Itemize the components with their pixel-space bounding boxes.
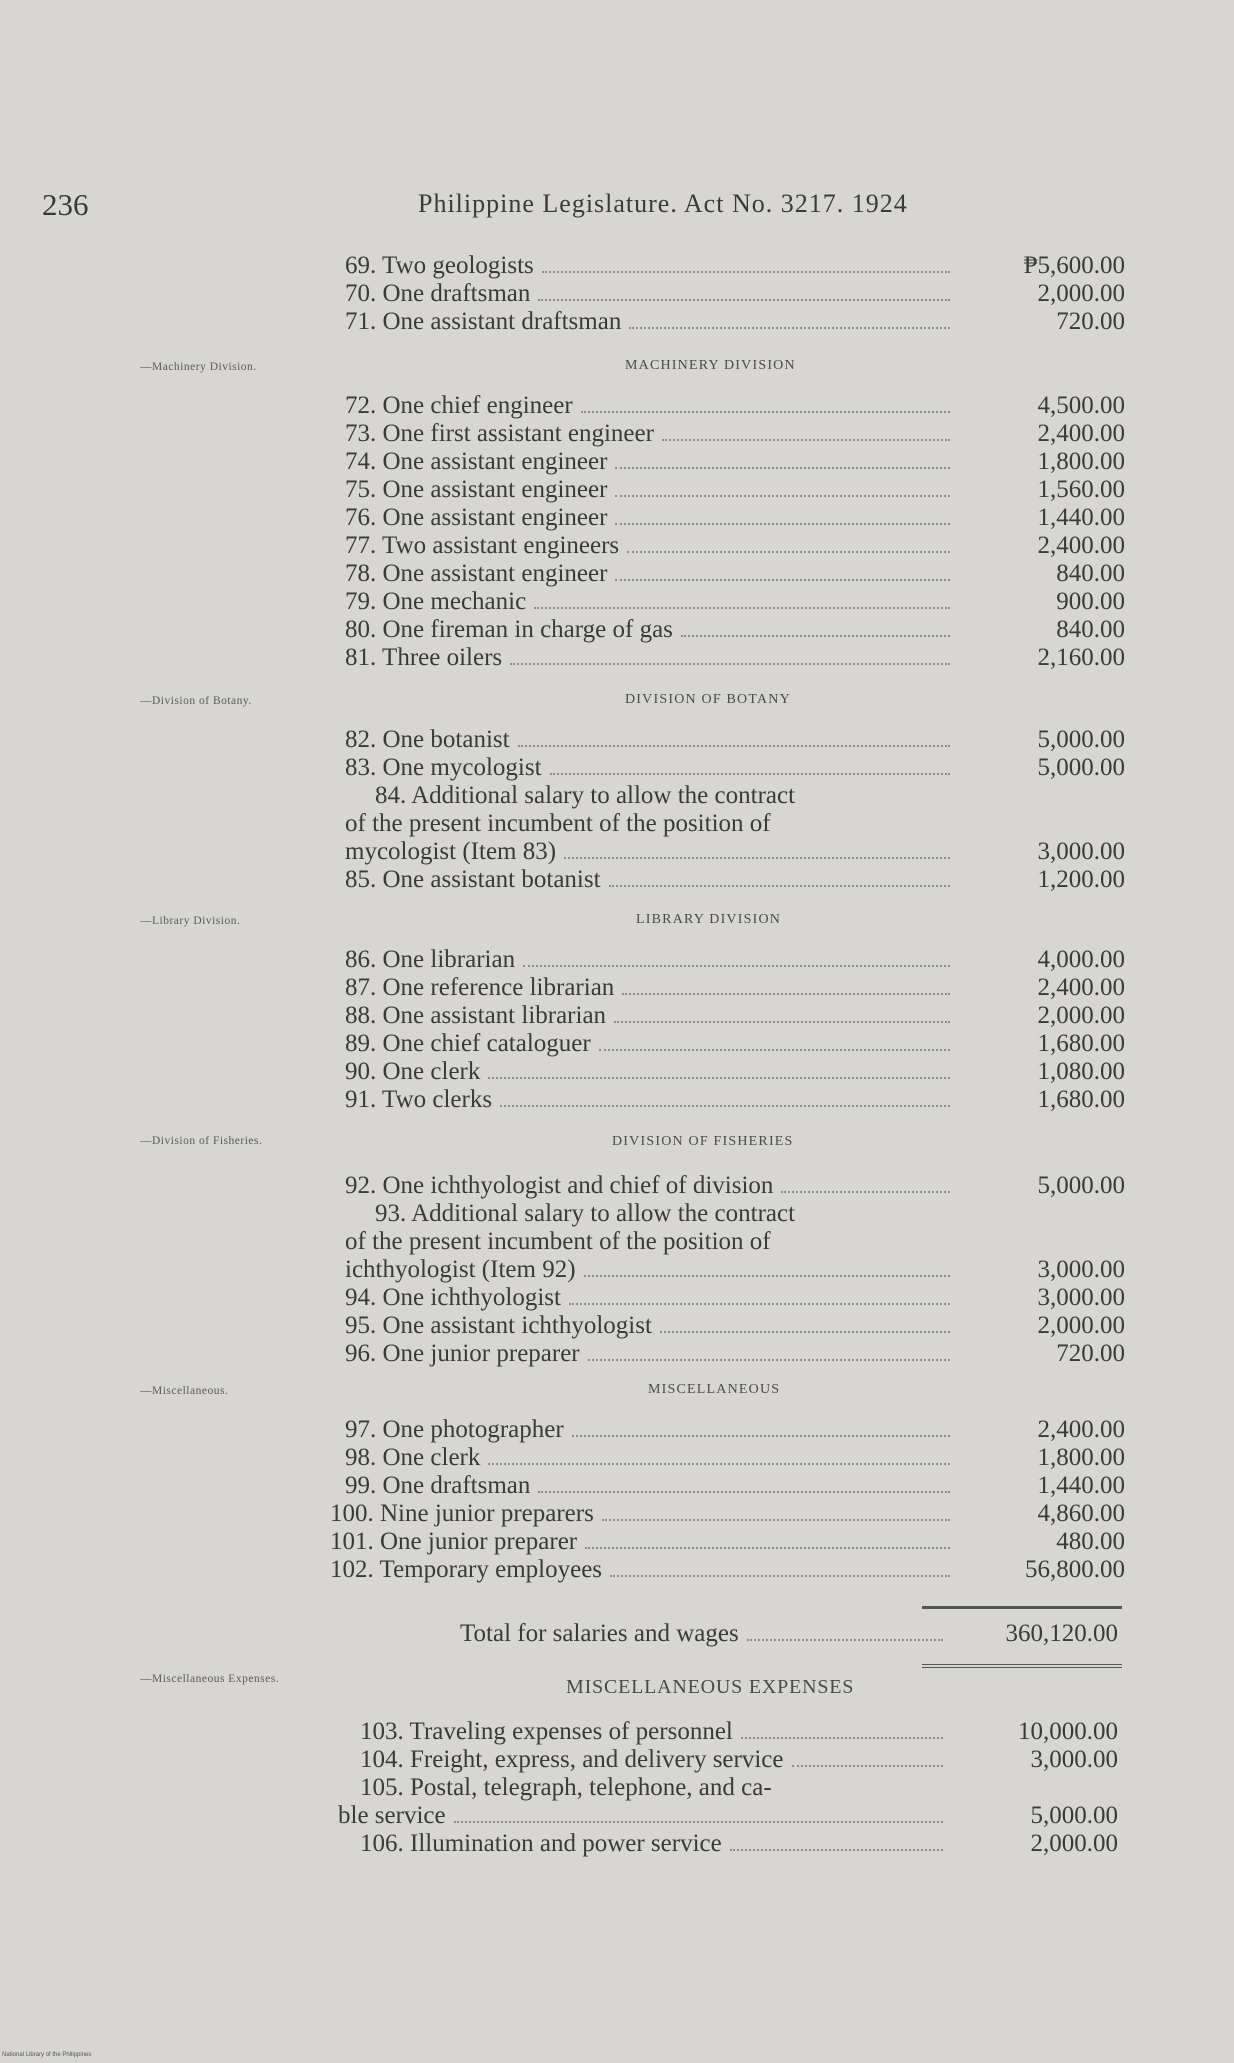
item-76: 76. One assistant engineer 1,440.00: [345, 504, 1125, 531]
section-library: LIBRARY DIVISION: [636, 912, 782, 927]
item-101: 101. One junior preparer 480.00: [330, 1528, 1125, 1555]
item-98: 98. One clerk 1,800.00: [345, 1444, 1125, 1471]
item-80: 80. One fireman in charge of gas 840.00: [345, 616, 1125, 643]
leader-dots: [488, 1077, 950, 1079]
running-header: Philippine Legislature. Act No. 3217. 1924: [418, 189, 908, 218]
leader-dots: [584, 1275, 950, 1277]
leader-dots: [660, 1331, 950, 1333]
item-96: 96. One junior preparer 720.00: [345, 1340, 1125, 1367]
leader-dots: [572, 1435, 950, 1437]
section-machinery: MACHINERY DIVISION: [625, 358, 796, 373]
item-84-line1: 84. Additional salary to allow the contract: [375, 782, 796, 809]
item-70: 70. One draftsman 2,000.00: [345, 280, 1125, 307]
leader-dots: [662, 439, 950, 441]
leader-dots: [747, 1639, 943, 1641]
leader-dots: [627, 551, 950, 553]
margin-note-fisheries: —Division of Fisheries.: [140, 1135, 263, 1147]
margin-note-misc: —Miscellaneous.: [140, 1385, 229, 1397]
section-botany: DIVISION OF BOTANY: [625, 692, 791, 707]
item-106: 106. Illumination and power service 2,000.00: [360, 1830, 1118, 1857]
subtotal-rule: [922, 1606, 1122, 1609]
section-fisheries: DIVISION OF FISHERIES: [612, 1134, 794, 1149]
item-103: 103. Traveling expenses of personnel 10,000.00: [360, 1718, 1118, 1745]
item-93-line2: of the present incumbent of the position of: [345, 1228, 771, 1255]
section-misc-expenses: MISCELLANEOUS EXPENSES: [566, 1676, 855, 1698]
item-74: 74. One assistant engineer 1,800.00: [345, 448, 1125, 475]
item-89: 89. One chief cataloguer 1,680.00: [345, 1030, 1125, 1057]
margin-note-misc-expenses: —Miscellaneous Expenses.: [140, 1673, 280, 1685]
item-94: 94. One ichthyologist 3,000.00: [345, 1284, 1125, 1311]
item-99: 99. One draftsman 1,440.00: [345, 1472, 1125, 1499]
leader-dots: [781, 1191, 950, 1193]
leader-dots: [534, 607, 950, 609]
item-93-line1: 93. Additional salary to allow the contract: [375, 1200, 796, 1227]
leader-dots: [454, 1821, 943, 1823]
leader-dots: [488, 1463, 950, 1465]
page-number: 236: [42, 187, 89, 222]
item-78: 78. One assistant engineer 840.00: [345, 560, 1125, 587]
leader-dots: [602, 1519, 950, 1521]
leader-dots: [622, 993, 950, 995]
leader-dots: [518, 745, 950, 747]
item-84-line2: of the present incumbent of the position of: [345, 810, 771, 837]
leader-dots: [550, 773, 950, 775]
item-85: 85. One assistant botanist 1,200.00: [345, 866, 1125, 893]
leader-dots: [629, 327, 950, 329]
item-75: 75. One assistant engineer 1,560.00: [345, 476, 1125, 503]
item-84: mycologist (Item 83) 3,000.00: [345, 838, 1125, 865]
item-83: 83. One mycologist 5,000.00: [345, 754, 1125, 781]
total-salaries: Total for salaries and wages 360,120.00: [460, 1620, 1118, 1647]
margin-note-botany: —Division of Botany.: [140, 695, 252, 707]
leader-dots: [741, 1737, 943, 1739]
margin-note-library: —Library Division.: [140, 915, 241, 927]
item-91: 91. Two clerks 1,680.00: [345, 1086, 1125, 1113]
item-71: 71. One assistant draftsman 720.00: [345, 308, 1125, 335]
leader-dots: [581, 411, 950, 413]
item-69: 69. Two geologists ₱5,600.00: [345, 252, 1125, 279]
leader-dots: [599, 1049, 950, 1051]
leader-dots: [538, 299, 950, 301]
leader-dots: [564, 857, 950, 859]
leader-dots: [614, 1021, 950, 1023]
leader-dots: [588, 1359, 950, 1361]
leader-dots: [610, 1575, 950, 1577]
item-104: 104. Freight, express, and delivery service 3,000.00: [360, 1746, 1118, 1773]
item-79: 79. One mechanic 900.00: [345, 588, 1125, 615]
total-double-rule: [922, 1664, 1122, 1668]
item-90: 90. One clerk 1,080.00: [345, 1058, 1125, 1085]
item-95: 95. One assistant ichthyologist 2,000.00: [345, 1312, 1125, 1339]
item-86: 86. One librarian 4,000.00: [345, 946, 1125, 973]
item-82: 82. One botanist 5,000.00: [345, 726, 1125, 753]
item-73: 73. One first assistant engineer 2,400.00: [345, 420, 1125, 447]
item-77: 77. Two assistant engineers 2,400.00: [345, 532, 1125, 559]
leader-dots: [615, 523, 950, 525]
leader-dots: [615, 467, 950, 469]
leader-dots: [523, 965, 950, 967]
margin-note-machinery: —Machinery Division.: [140, 361, 257, 373]
leader-dots: [585, 1547, 950, 1549]
scan-footer: National Library of the Philippines: [2, 2052, 92, 2058]
item-72: 72. One chief engineer 4,500.00: [345, 392, 1125, 419]
leader-dots: [542, 271, 950, 273]
item-93: ichthyologist (Item 92) 3,000.00: [345, 1256, 1125, 1283]
item-105-line1: 105. Postal, telegraph, telephone, and ca-: [360, 1774, 772, 1801]
section-misc: MISCELLANEOUS: [648, 1382, 781, 1397]
item-88: 88. One assistant librarian 2,000.00: [345, 1002, 1125, 1029]
leader-dots: [609, 885, 950, 887]
item-81: 81. Three oilers 2,160.00: [345, 644, 1125, 671]
item-105: ble service 5,000.00: [338, 1802, 1118, 1829]
item-87: 87. One reference librarian 2,400.00: [345, 974, 1125, 1001]
leader-dots: [538, 1491, 950, 1493]
leader-dots: [615, 579, 950, 581]
leader-dots: [681, 635, 950, 637]
leader-dots: [510, 663, 950, 665]
leader-dots: [730, 1849, 943, 1851]
item-97: 97. One photographer 2,400.00: [345, 1416, 1125, 1443]
leader-dots: [500, 1105, 950, 1107]
leader-dots: [569, 1303, 950, 1305]
leader-dots: [792, 1765, 943, 1767]
item-100: 100. Nine junior preparers 4,860.00: [330, 1500, 1125, 1527]
leader-dots: [615, 495, 950, 497]
item-102: 102. Temporary employees 56,800.00: [330, 1556, 1125, 1583]
item-92: 92. One ichthyologist and chief of division 5,000.00: [345, 1172, 1125, 1199]
